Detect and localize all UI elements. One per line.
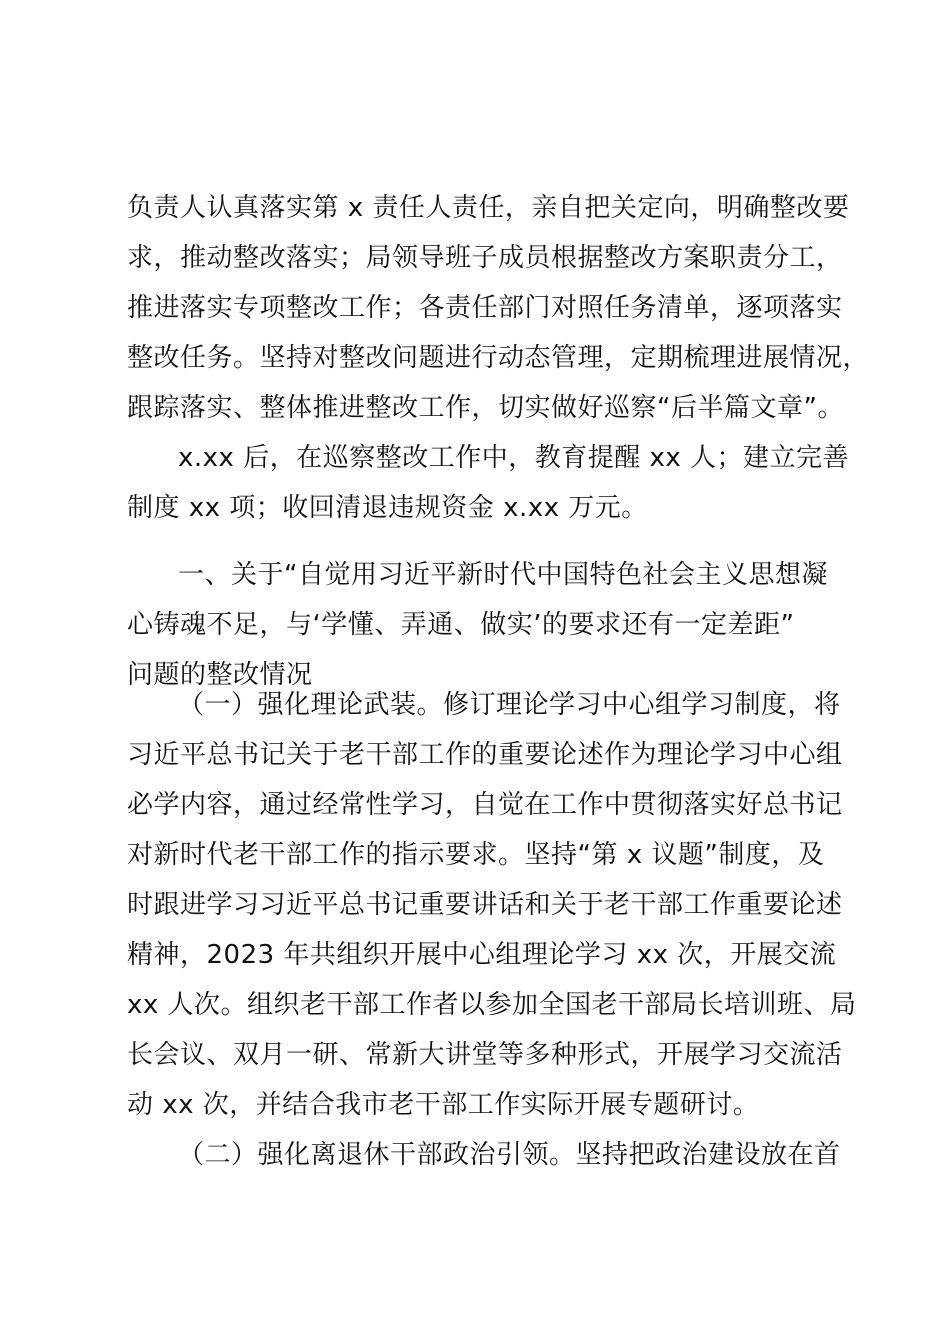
paragraph-line: 长会议、双月一研、常新大讲堂等多种形式，开展学习交流活 — [127, 1040, 843, 1070]
paragraph-line: xx 人次。组织老干部工作者以参加全国老干部局长培训班、局 — [127, 990, 857, 1020]
section-heading-line: 问题的整改情况 — [127, 660, 313, 690]
paragraph-line: （一）强化理论武装。修订理论学习中心组学习制度，将 — [178, 690, 841, 720]
paragraph-line: 必学内容，通过经常性学习，自觉在工作中贯彻落实好总书记 — [127, 790, 843, 820]
paragraph-line: 求，推动整改落实；局领导班子成员根据整改方案职责分工， — [127, 243, 843, 273]
paragraph-line: 时跟进学习习近平总书记重要讲话和关于老干部工作重要论述 — [127, 890, 843, 920]
section-heading-line: 心铸魂不足，与‘学懂、弄通、做实’的要求还有一定差距” — [127, 610, 795, 640]
paragraph-line: 跟踪落实、整体推进整改工作，切实做好巡察“后半篇文章”。 — [127, 393, 844, 423]
paragraph-line: 负责人认真落实第 x 责任人责任，亲自把关定向，明确整改要 — [127, 193, 850, 223]
paragraph-line: x.xx 后，在巡察整改工作中，教育提醒 xx 人；建立完善 — [178, 443, 849, 473]
paragraph-line: 动 xx 次，并结合我市老干部工作实际开展专题研讨。 — [127, 1090, 760, 1120]
paragraph-line: 精神，2023 年共组织开展中心组理论学习 xx 次，开展交流 — [127, 940, 837, 970]
paragraph-line: 习近平总书记关于老干部工作的重要论述作为理论学习中心组 — [127, 740, 843, 770]
paragraph-line: 推进落实专项整改工作；各责任部门对照任务清单，逐项落实 — [127, 293, 843, 323]
paragraph-line: （二）强化离退休干部政治引领。坚持把政治建设放在首 — [178, 1140, 841, 1170]
paragraph-line: 制度 xx 项；收回清退违规资金 x.xx 万元。 — [127, 493, 648, 523]
paragraph-line: 整改任务。坚持对整改问题进行动态管理，定期梳理进展情况， — [127, 343, 870, 373]
section-heading-line: 一、关于“自觉用习近平新时代中国特色社会主义思想凝 — [178, 560, 828, 590]
paragraph-line: 对新时代老干部工作的指示要求。坚持“第 x 议题”制度，及 — [127, 840, 825, 870]
